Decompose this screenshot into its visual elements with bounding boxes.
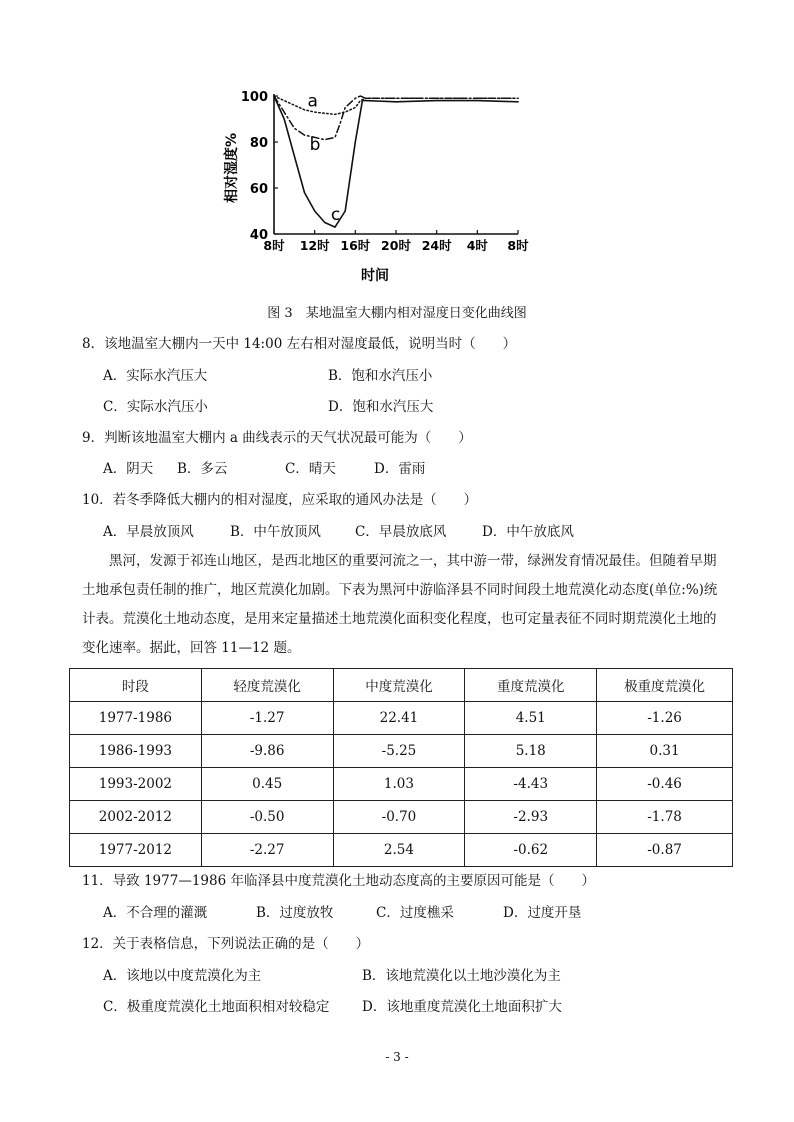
question-9-stem: 9．判断该地温室大棚内 a 曲线表示的天气状况最可能为（ ） — [82, 430, 472, 446]
chart-series — [274, 96, 518, 227]
table-row — [70, 735, 733, 768]
table-row — [70, 768, 733, 801]
q9-option-d[interactable]: D．雷雨 — [374, 461, 426, 477]
x-tick-label: 8时 — [263, 238, 285, 253]
table-header: 轻度荒漠化 — [201, 669, 333, 702]
table-header: 时段 — [70, 669, 202, 702]
reading-passage: 黑河，发源于祁连山地区，是西北地区的重要河流之一，其中游一带，绿洲发育情况最佳。但随着早期土地承包责任制的推广，地区荒漠化加剧。下表为黑河中游临泽县不同时间段土地荒漠化动态度(单位:%)统计表。荒漠化土地动态度，是用来定量描述土地荒漠化面积变化程度，也可定量表征不同时期荒漠化土地的变化速率。据此，回答 11—12 题。 — [82, 553, 718, 656]
y-tick-label: 100 — [240, 90, 268, 105]
x-tick-label: 20时 — [381, 238, 411, 253]
x-tick-label: 8时 — [507, 238, 529, 253]
q9-option-b[interactable]: B．多云 — [177, 461, 228, 477]
q8-option-a[interactable]: A．实际水汽压大 — [103, 368, 208, 384]
question-8-stem: 8．该地温室大棚内一天中 14:00 左右相对湿度最低，说明当时（ ） — [82, 336, 517, 352]
table-cell: -0.70 — [333, 801, 465, 834]
q10-option-a[interactable]: A．早晨放顶风 — [103, 524, 194, 540]
table-cell: 2.54 — [333, 834, 465, 867]
question-11-stem: 11．导致 1977—1986 年临泽县中度荒漠化土地动态度高的主要原因可能是（ ） — [82, 873, 595, 889]
table-header: 重度荒漠化 — [465, 669, 597, 702]
x-tick-label: 24时 — [421, 238, 452, 253]
y-tick-label: 80 — [249, 136, 268, 151]
q12-option-c[interactable]: C．极重度荒漠化土地面积相对较稳定 — [103, 999, 330, 1015]
curve-label-c: c — [330, 205, 341, 226]
table-cell: 1977-1986 — [70, 702, 202, 735]
q12-option-a[interactable]: A．该地以中度荒漠化为主 — [103, 968, 262, 984]
q11-option-d[interactable]: D．过度开垦 — [503, 905, 582, 921]
table-cell: 1.03 — [333, 768, 465, 801]
table-header-row — [70, 669, 733, 702]
question-12-stem: 12．关于表格信息，下列说法正确的是（ ） — [82, 936, 370, 952]
table-header: 极重度荒漠化 — [597, 669, 733, 702]
q12-option-d[interactable]: D．该地重度荒漠化土地面积扩大 — [362, 999, 562, 1015]
q8-option-d[interactable]: D．饱和水汽压大 — [328, 399, 434, 415]
q11-option-a[interactable]: A．不合理的灌溉 — [103, 905, 208, 921]
table-cell: -4.43 — [465, 768, 597, 801]
table-cell: 1986-1993 — [70, 735, 202, 768]
x-tick-label: 16时 — [340, 238, 371, 253]
table-row — [70, 702, 733, 735]
y-tick-labels — [241, 90, 278, 243]
table-header: 中度荒漠化 — [333, 669, 465, 702]
x-axis-label: 时间 — [361, 268, 389, 284]
y-axis-label: 相对湿度% — [224, 132, 240, 204]
table-row — [70, 801, 733, 834]
q10-option-d[interactable]: D．中午放底风 — [482, 524, 574, 540]
table-cell: 4.51 — [465, 702, 597, 735]
q10-option-b[interactable]: B．中午放顶风 — [230, 524, 321, 540]
q8-option-b[interactable]: B．饱和水汽压小 — [328, 368, 433, 384]
q11-option-b[interactable]: B．过度放牧 — [256, 905, 334, 921]
q12-option-b[interactable]: B．该地荒漠化以土地沙漠化为主 — [362, 968, 561, 984]
table-cell: 5.18 — [465, 735, 597, 768]
y-tick-label: 60 — [249, 182, 268, 197]
table-cell: 2002-2012 — [70, 801, 202, 834]
y-tick-label: 40 — [249, 228, 268, 243]
q11-option-c[interactable]: C．过度樵采 — [376, 905, 454, 921]
q9-option-c[interactable]: C．晴天 — [285, 461, 336, 477]
curve-label-a: a — [307, 91, 318, 112]
table-cell: -2.27 — [201, 834, 333, 867]
table-row — [70, 834, 733, 867]
humidity-chart — [218, 80, 538, 290]
chart-axes — [274, 94, 518, 234]
table-cell: -2.93 — [465, 801, 597, 834]
x-tick-label: 12时 — [299, 238, 330, 253]
table-cell: -0.87 — [597, 834, 733, 867]
curve-label-b: b — [309, 135, 321, 156]
table-cell: 22.41 — [333, 702, 465, 735]
table-cell: -0.50 — [201, 801, 333, 834]
table-cell: 0.31 — [597, 735, 733, 768]
table-cell: 0.45 — [201, 768, 333, 801]
q9-option-a[interactable]: A．阴天 — [103, 461, 154, 477]
x-tick-label: 4时 — [466, 238, 488, 253]
table-cell: -1.27 — [201, 702, 333, 735]
table-cell: -5.25 — [333, 735, 465, 768]
table-cell: 1993-2002 — [70, 768, 202, 801]
desertification-table — [69, 668, 733, 867]
table-cell: -9.86 — [201, 735, 333, 768]
table-cell: -1.26 — [597, 702, 733, 735]
table-cell: 1977-2012 — [70, 834, 202, 867]
page-number: - 3 - — [385, 1050, 409, 1064]
table-cell: -0.46 — [597, 768, 733, 801]
q8-option-c[interactable]: C．实际水汽压小 — [103, 399, 208, 415]
table-cell: -0.62 — [465, 834, 597, 867]
figure-caption: 图 3 某地温室大棚内相对湿度日变化曲线图 — [267, 306, 527, 321]
series-line-c — [274, 96, 518, 227]
q10-option-c[interactable]: C．早晨放底风 — [355, 524, 447, 540]
table-cell: -1.78 — [597, 801, 733, 834]
question-10-stem: 10．若冬季降低大棚内的相对湿度，应采取的通风办法是（ ） — [82, 492, 478, 508]
